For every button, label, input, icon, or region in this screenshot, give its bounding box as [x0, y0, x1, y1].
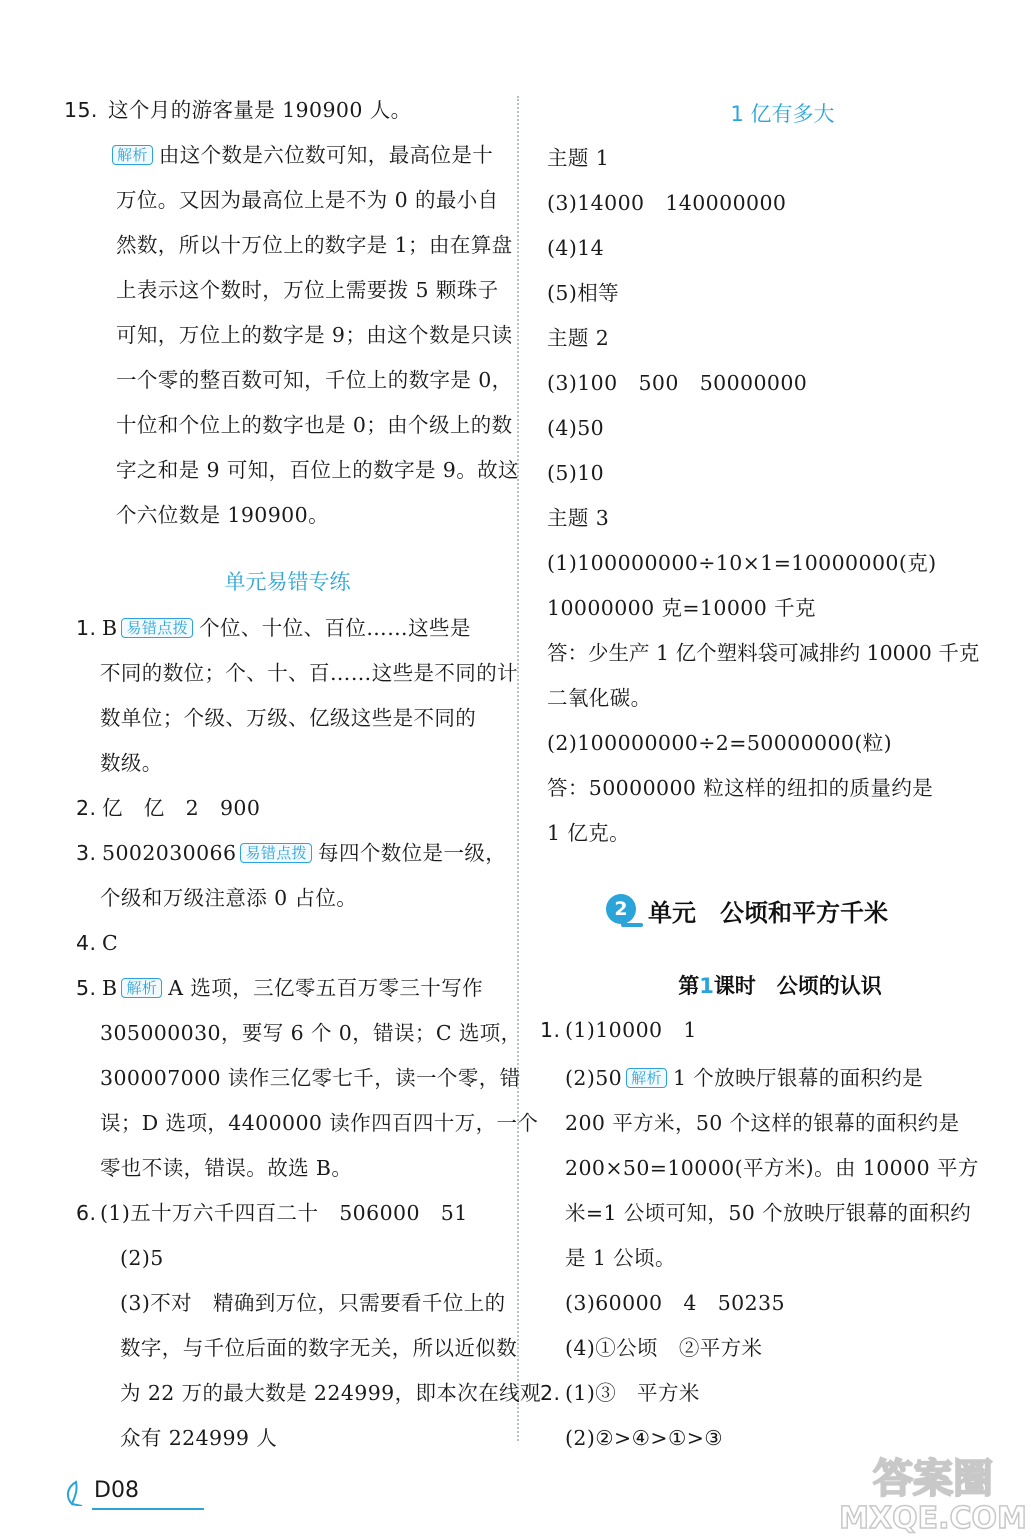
answer-line: 二氧化碳。 — [547, 686, 652, 710]
item-6-number: 6. — [76, 1201, 97, 1225]
item-1-number: 1. — [76, 616, 97, 640]
answer-line: 答：少生产 1 亿个塑料袋可减排约 10000 千克 — [547, 641, 980, 665]
answer-line: 10000000 克=10000 千克 — [547, 596, 816, 620]
item-1-line: 数单位；个级、万级、亿级这些是不同的 — [100, 706, 477, 730]
q2-line: (2)②>④>①>③ — [565, 1426, 724, 1450]
item-1-line: B 易错点拨 个位、十位、百位……这些是 — [102, 616, 471, 640]
lesson-heading: 第1课时 公顷的认识 — [678, 974, 882, 998]
q15-analysis-line: 字之和是 9 可知，百位上的数字是 9。故这 — [116, 458, 519, 482]
svg-text:答案圈: 答案圈 — [873, 1456, 993, 1502]
answer-line: (4)50 — [547, 416, 605, 440]
item-5-line: 误；D 选项，4400000 读作四百四十万，一个 — [100, 1111, 539, 1135]
answer-line: (1)100000000÷10×1=10000000(克) — [547, 551, 937, 575]
page-number: D08 — [94, 1478, 139, 1503]
q15-analysis-line: 万位。又因为最高位上是不为 0 的最小自 — [116, 188, 499, 212]
q1-line: 200 平方米，50 个这样的银幕的面积约是 — [565, 1111, 960, 1135]
item-4-answer: C — [102, 931, 119, 955]
svg-text:MXQE.COM: MXQE.COM — [839, 1501, 1027, 1534]
item-3-number: 3. — [76, 841, 97, 865]
leaf-icon — [64, 1480, 84, 1506]
q15-analysis-line: 可知，万位上的数字是 9；由这个数是只读 — [116, 323, 513, 347]
q1-line: (2)50 解析 1 个放映厅银幕的面积约是 — [565, 1066, 924, 1090]
unit-heading — [606, 893, 926, 933]
analysis-tag: 解析 — [112, 145, 153, 165]
item-6-line: (3)不对 精确到万位，只需要看千位上的 — [120, 1291, 506, 1315]
q1-line: (4)①公顷 ②平方米 — [565, 1336, 763, 1360]
answer-line: 主题 1 — [547, 146, 610, 170]
error-tip-tag: 易错点拨 — [121, 618, 193, 638]
answer-line: (5)相等 — [547, 281, 620, 305]
item-6-line: 数字，与千位后面的数字无关，所以近似数 — [120, 1336, 518, 1360]
item-1-line: 不同的数位；个、十、百……这些是不同的计 — [100, 661, 518, 685]
section-title-unit-errors: 单元易错专练 — [224, 570, 351, 594]
q15-analysis-line: 然数，所以十万位上的数字是 1；由在算盘 — [116, 233, 513, 257]
q1-line: 是 1 公顷。 — [565, 1246, 676, 1270]
item-3-line: 5002030066 易错点拨 每四个数位是一级， — [102, 841, 507, 865]
item-5-line: 305000030，要写 6 个 0，错误；C 选项， — [100, 1021, 522, 1045]
item-4-number: 4. — [76, 931, 97, 955]
answer-line: 主题 3 — [547, 506, 610, 530]
watermark-logo — [838, 1446, 1028, 1534]
q1-line: (3)60000 4 50235 — [565, 1291, 785, 1315]
item-6-line: (2)5 — [120, 1246, 164, 1270]
item-5-line: 零也不读，错误。故选 B。 — [100, 1156, 353, 1180]
item-3-line: 个级和万级注意添 0 占位。 — [100, 886, 358, 910]
answer-line: (2)100000000÷2=50000000(粒) — [547, 731, 893, 755]
answer-line: (3)100 500 50000000 — [547, 371, 808, 395]
q15-analysis-line: 解析 由这个数是六位数可知，最高位是十 — [108, 141, 493, 169]
answer-line: 主题 2 — [547, 326, 610, 350]
item-2-number: 2. — [76, 796, 97, 820]
analysis-tag: 解析 — [121, 978, 162, 998]
unit-title: 单元 公顷和平方千米 — [648, 899, 888, 927]
item-2-answer: 亿 亿 2 900 — [102, 796, 261, 820]
q15-analysis-line: 个六位数是 190900。 — [116, 503, 329, 527]
lesson-number: 1 — [699, 974, 714, 998]
answer-line: 1 亿克。 — [547, 821, 631, 845]
q1-line: 米=1 公顷可知，50 个放映厅银幕的面积约 — [565, 1201, 972, 1225]
q1-number: 1. — [540, 1018, 561, 1042]
item-6-line: 为 22 万的最大数是 224999，即本次在线观 — [120, 1381, 541, 1405]
q15-analysis-line: 上表示这个数时，万位上需要拨 5 颗珠子 — [116, 278, 499, 302]
q2-number: 2. — [540, 1381, 561, 1405]
item-5-number: 5. — [76, 976, 97, 1000]
item-1-line: 数级。 — [100, 751, 163, 775]
section-title-one-hundred-million: 1 亿有多大 — [730, 102, 835, 126]
item-5-line: 300007000 读作三亿零七千，读一个零，错 — [100, 1066, 521, 1090]
q1-line: (1)10000 1 — [565, 1018, 697, 1042]
answer-line: (3)14000 140000000 — [547, 191, 787, 215]
answer-line: (4)14 — [547, 236, 605, 260]
q2-line: (1)③ 平方米 — [565, 1381, 700, 1405]
q15-answer: 这个月的游客量是 190900 人。 — [108, 98, 412, 122]
answer-line: (5)10 — [547, 461, 605, 485]
q15-number: 15. — [64, 98, 98, 122]
item-5-line: B 解析 A 选项，三亿零五百万零三十写作 — [102, 976, 484, 1000]
q15-analysis-line: 十位和个位上的数字也是 0；由个级上的数 — [116, 413, 513, 437]
item-6-line: 众有 224999 人 — [120, 1426, 278, 1450]
answer-line: 答：50000000 粒这样的纽扣的质量约是 — [547, 776, 934, 800]
q1-line: 200×50=10000(平方米)。由 10000 平方 — [565, 1156, 979, 1180]
item-6-line: (1)五十万六千四百二十 506000 51 — [100, 1201, 468, 1225]
unit-number-badge: 2 — [606, 894, 636, 924]
analysis-tag: 解析 — [626, 1068, 667, 1088]
footer-underline — [92, 1508, 204, 1510]
column-divider — [517, 96, 519, 1441]
error-tip-tag: 易错点拨 — [240, 843, 312, 863]
q15-analysis-line: 一个零的整百数可知，千位上的数字是 0， — [116, 368, 513, 392]
